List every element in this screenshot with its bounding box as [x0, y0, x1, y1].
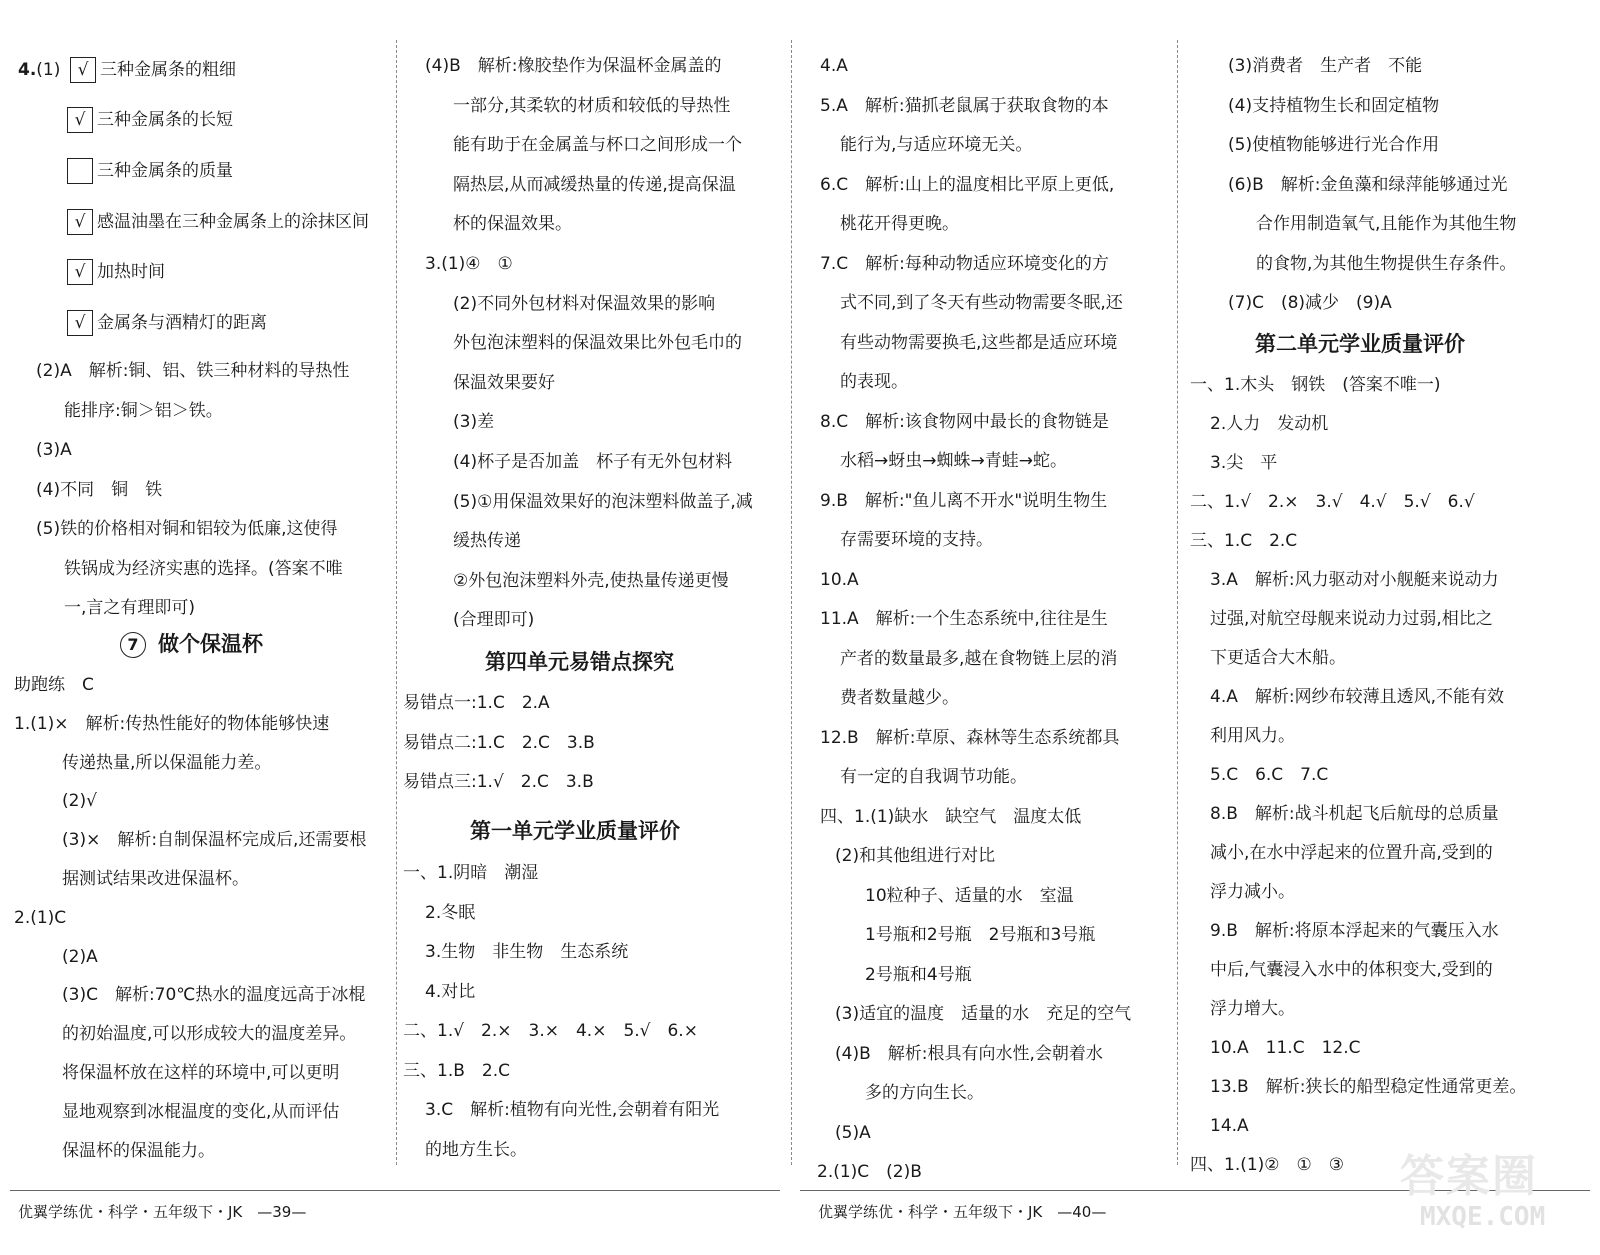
answer-line: 1号瓶和2号瓶 2号瓶和3号瓶	[865, 925, 1096, 945]
answer-line: 产者的数量最多,越在食物链上层的消	[840, 648, 1118, 669]
answer-line: (2)不同外包材料对保温效果的影响	[453, 293, 716, 314]
answer-line: 有一定的自我调节功能。	[840, 767, 1027, 787]
answer-line: 4.A	[820, 56, 848, 76]
column-2	[400, 0, 795, 1190]
answer-line: 6.C 解析:山上的温度相比平原上更低,	[820, 174, 1115, 195]
checklist-label: 感温油墨在三种金属条上的涂抹区间	[97, 212, 369, 232]
section-heading-7: 7 做个保温杯	[120, 630, 263, 658]
checkbox-mark: √	[70, 57, 96, 83]
checklist-label: 三种金属条的粗细	[100, 60, 236, 80]
checklist-label: 三种金属条的长短	[97, 110, 233, 130]
answer-line: 4.对比	[425, 981, 476, 1002]
watermark-logo	[1400, 1140, 1590, 1240]
answer-line: 二、1.√ 2.× 3.× 4.× 5.√ 6.×	[403, 1021, 698, 1041]
checklist-label: 三种金属条的质量	[97, 161, 233, 181]
answer-line: 4.A 解析:网纱布较薄且透风,不能有效	[1210, 687, 1504, 707]
heading-unit4-errors: 第四单元易错点探究	[485, 650, 674, 674]
checklist-item	[67, 259, 165, 285]
answer-line: 3.(1)④ ①	[425, 254, 513, 274]
answer-line: (2)A	[62, 946, 98, 967]
answer-line: 的食物,为其他生物提供生存条件。	[1256, 253, 1517, 274]
answer-line: 8.B 解析:战斗机起飞后航母的总质量	[1210, 804, 1499, 824]
answer-line: (3)消费者 生产者 不能	[1228, 56, 1423, 76]
section-number: 7	[120, 632, 146, 658]
answer-line: 的初始温度,可以形成较大的温度差异。	[62, 1024, 357, 1045]
checkbox-mark: √	[67, 209, 93, 235]
answer-line: (2)√	[62, 791, 97, 812]
answer-line: (3)× 解析:自制保温杯完成后,还需要根	[62, 830, 367, 851]
answer-line: 有些动物需要换毛,这些都是适应环境	[840, 332, 1118, 353]
answer-line: (3)A	[36, 440, 72, 460]
column-3	[795, 0, 1190, 1190]
watermark-url: MXQE.COM	[1420, 1202, 1546, 1232]
footer-left: 优翼学练优・科学・五年级下・JK —39—	[18, 1203, 307, 1221]
answer-line: 易错点三:1.√ 2.C 3.B	[403, 772, 594, 792]
answer-line: 利用风力。	[1210, 726, 1295, 746]
answer-line: 13.B 解析:狭长的船型稳定性通常更差。	[1210, 1077, 1527, 1097]
answer-line: 铁锅成为经济实惠的选择。(答案不唯	[64, 558, 343, 579]
answer-line: 10粒种子、适量的水 室温	[865, 885, 1074, 906]
answer-line: 3.A 解析:风力驱动对小舰艇来说动力	[1210, 570, 1499, 590]
column-1	[0, 0, 400, 1190]
answer-line: (5)A	[835, 1122, 871, 1143]
answer-line: 四、1.(1)② ① ③	[1190, 1155, 1345, 1175]
answer-line: 3.C 解析:植物有向光性,会朝着有阳光	[425, 1100, 720, 1120]
answer-line: 浮力减小。	[1210, 882, 1295, 902]
answer-line: 12.B 解析:草原、森林等生态系统都具	[820, 727, 1120, 748]
answer-line: 中后,气囊浸入水中的体积变大,受到的	[1210, 960, 1493, 980]
answer-line: 的地方生长。	[425, 1139, 527, 1160]
answer-line: 存需要环境的支持。	[840, 530, 993, 550]
answer-line: 11.A 解析:一个生态系统中,往往是生	[820, 609, 1108, 629]
answer-line: 下更适合大木船。	[1210, 648, 1346, 668]
checklist-item	[70, 57, 236, 83]
answer-line: ②外包泡沫塑料外壳,使热量传递更慢	[453, 570, 729, 591]
answer-line: 保温效果要好	[453, 372, 555, 393]
answer-line: 水稻→蚜虫→蜘蛛→青蛙→蛇。	[840, 451, 1067, 471]
q4-label: 4.(1)	[18, 60, 61, 80]
answer-line: 10.A	[820, 569, 859, 590]
answer-line: 减小,在水中浮起来的位置升高,受到的	[1210, 843, 1493, 863]
answer-line: 14.A	[1210, 1116, 1249, 1136]
answer-line: 三、1.C 2.C	[1190, 531, 1298, 551]
answer-line: 2.(1)C	[14, 907, 67, 928]
checklist-item	[67, 209, 369, 235]
answer-line: 易错点二:1.C 2.C 3.B	[403, 732, 595, 753]
answer-line: 费者数量越少。	[840, 688, 959, 708]
answer-line: 能行为,与适应环境无关。	[840, 135, 1033, 155]
checkbox-mark: √	[67, 259, 93, 285]
answer-line: 传递热量,所以保温能力差。	[62, 752, 272, 773]
answer-line: 2.(1)C (2)B	[817, 1162, 922, 1182]
answer-line: 将保温杯放在这样的环境中,可以更明	[62, 1063, 340, 1083]
checklist-item	[67, 158, 233, 184]
answer-line: 易错点一:1.C 2.A	[403, 693, 550, 713]
answer-line: 助跑练 C	[14, 675, 94, 695]
checklist-item	[67, 107, 233, 133]
answer-line: 显地观察到冰棍温度的变化,从而评估	[62, 1101, 340, 1122]
watermark-text: 答案圈	[1400, 1151, 1538, 1202]
checkbox-mark: √	[67, 107, 93, 133]
answer-line: (3)C 解析:70℃热水的温度远高于冰棍	[62, 985, 366, 1006]
heading-unit2-eval: 第二单元学业质量评价	[1255, 332, 1465, 356]
answer-line: (4)B 解析:橡胶垫作为保温杯金属盖的	[425, 56, 722, 76]
checkbox-mark: √	[67, 310, 93, 336]
footer-rule-left	[10, 1190, 780, 1191]
answer-line: 3.尖 平	[1210, 453, 1278, 473]
answer-line: (4)B 解析:根具有向水性,会朝着水	[835, 1043, 1103, 1064]
answer-line: 8.C 解析:该食物网中最长的食物链是	[820, 411, 1109, 432]
answer-line: 保温杯的保温能力。	[62, 1140, 215, 1161]
answer-line: 三、1.B 2.C	[403, 1060, 510, 1081]
answer-line: 据测试结果改进保温杯。	[62, 869, 249, 889]
answer-line: 2号瓶和4号瓶	[865, 964, 972, 985]
answer-line: 一、1.阴暗 潮湿	[403, 863, 539, 883]
answer-line: 9.B 解析:"鱼儿离不开水"说明生物生	[820, 490, 1108, 511]
column-divider	[791, 40, 792, 1165]
column-divider	[1177, 40, 1178, 1165]
answer-line: 杯的保温效果。	[453, 214, 572, 235]
answer-line: 的表现。	[840, 372, 908, 392]
answer-line: (5)①用保温效果好的泡沫塑料做盖子,减	[453, 491, 753, 512]
answer-line: (4)支持植物生长和固定植物	[1228, 95, 1440, 116]
answer-line: (3)差	[453, 412, 495, 433]
answer-line: 缓热传递	[453, 531, 521, 552]
column-divider	[396, 40, 397, 1165]
answer-line: 一部分,其柔软的材质和较低的导热性	[453, 95, 731, 116]
answer-line: 一、1.木头 钢铁 (答案不唯一)	[1190, 375, 1441, 395]
answer-line: 四、1.(1)缺水 缺空气 温度太低	[820, 806, 1082, 827]
answer-line: 隔热层,从而减缓热量的传递,提高保温	[453, 174, 736, 195]
checklist-label: 加热时间	[97, 262, 165, 282]
answer-line: (7)C (8)减少 (9)A	[1228, 293, 1392, 313]
answer-line: (6)B 解析:金鱼藻和绿萍能够通过光	[1228, 174, 1508, 195]
answer-line: (5)使植物能够进行光合作用	[1228, 135, 1440, 155]
answer-line: 3.生物 非生物 生态系统	[425, 942, 629, 962]
answer-line: 浮力增大。	[1210, 999, 1295, 1019]
heading-unit1-eval: 第一单元学业质量评价	[470, 819, 680, 843]
answer-line: 合作用制造氧气,且能作为其他生物	[1256, 214, 1517, 234]
answer-line: 2.人力 发动机	[1210, 414, 1329, 434]
answer-line: 能有助于在金属盖与杯口之间形成一个	[453, 135, 742, 156]
answer-line: 5.C 6.C 7.C	[1210, 765, 1329, 785]
answer-line: (4)不同 铜 铁	[36, 479, 163, 500]
answer-line: 5.A 解析:猫抓老鼠属于获取食物的本	[820, 95, 1109, 116]
answer-line: (3)适宜的温度 适量的水 充足的空气	[835, 1004, 1132, 1024]
answer-line: 多的方向生长。	[865, 1083, 984, 1103]
answer-line: (5)铁的价格相对铜和铝较为低廉,这使得	[36, 519, 338, 539]
answer-line: 二、1.√ 2.× 3.√ 4.√ 5.√ 6.√	[1190, 492, 1475, 512]
answer-line: 外包泡沫塑料的保温效果比外包毛巾的	[453, 333, 742, 354]
footer-right: 优翼学练优・科学・五年级下・JK —40—	[818, 1203, 1107, 1221]
answer-line: 2.冬眠	[425, 902, 476, 923]
answer-line: 一,言之有理即可)	[64, 598, 196, 618]
answer-line: (2)A 解析:铜、铝、铁三种材料的导热性	[36, 361, 350, 381]
answer-line: 9.B 解析:将原本浮起来的气囊压入水	[1210, 921, 1499, 941]
checklist-item	[67, 310, 267, 336]
answer-line: (2)和其他组进行对比	[835, 846, 996, 866]
answer-line: 7.C 解析:每种动物适应环境变化的方	[820, 253, 1109, 274]
column-4	[1190, 0, 1600, 1190]
answer-line: 桃花开得更晚。	[840, 214, 959, 234]
answer-line: 能排序:铜＞铝＞铁。	[64, 400, 223, 421]
answer-line: (合理即可)	[453, 610, 535, 631]
answer-line: 10.A 11.C 12.C	[1210, 1038, 1361, 1058]
checklist-label: 金属条与酒精灯的距离	[97, 313, 267, 333]
answer-line: (4)杯子是否加盖 杯子有无外包材料	[453, 452, 733, 472]
answer-line: 过强,对航空母舰来说动力过弱,相比之	[1210, 609, 1493, 629]
answer-line: 1.(1)× 解析:传热性能好的物体能够快速	[14, 713, 330, 734]
answer-line: 式不同,到了冬天有些动物需要冬眠,还	[840, 293, 1123, 313]
checkbox-mark	[67, 158, 93, 184]
